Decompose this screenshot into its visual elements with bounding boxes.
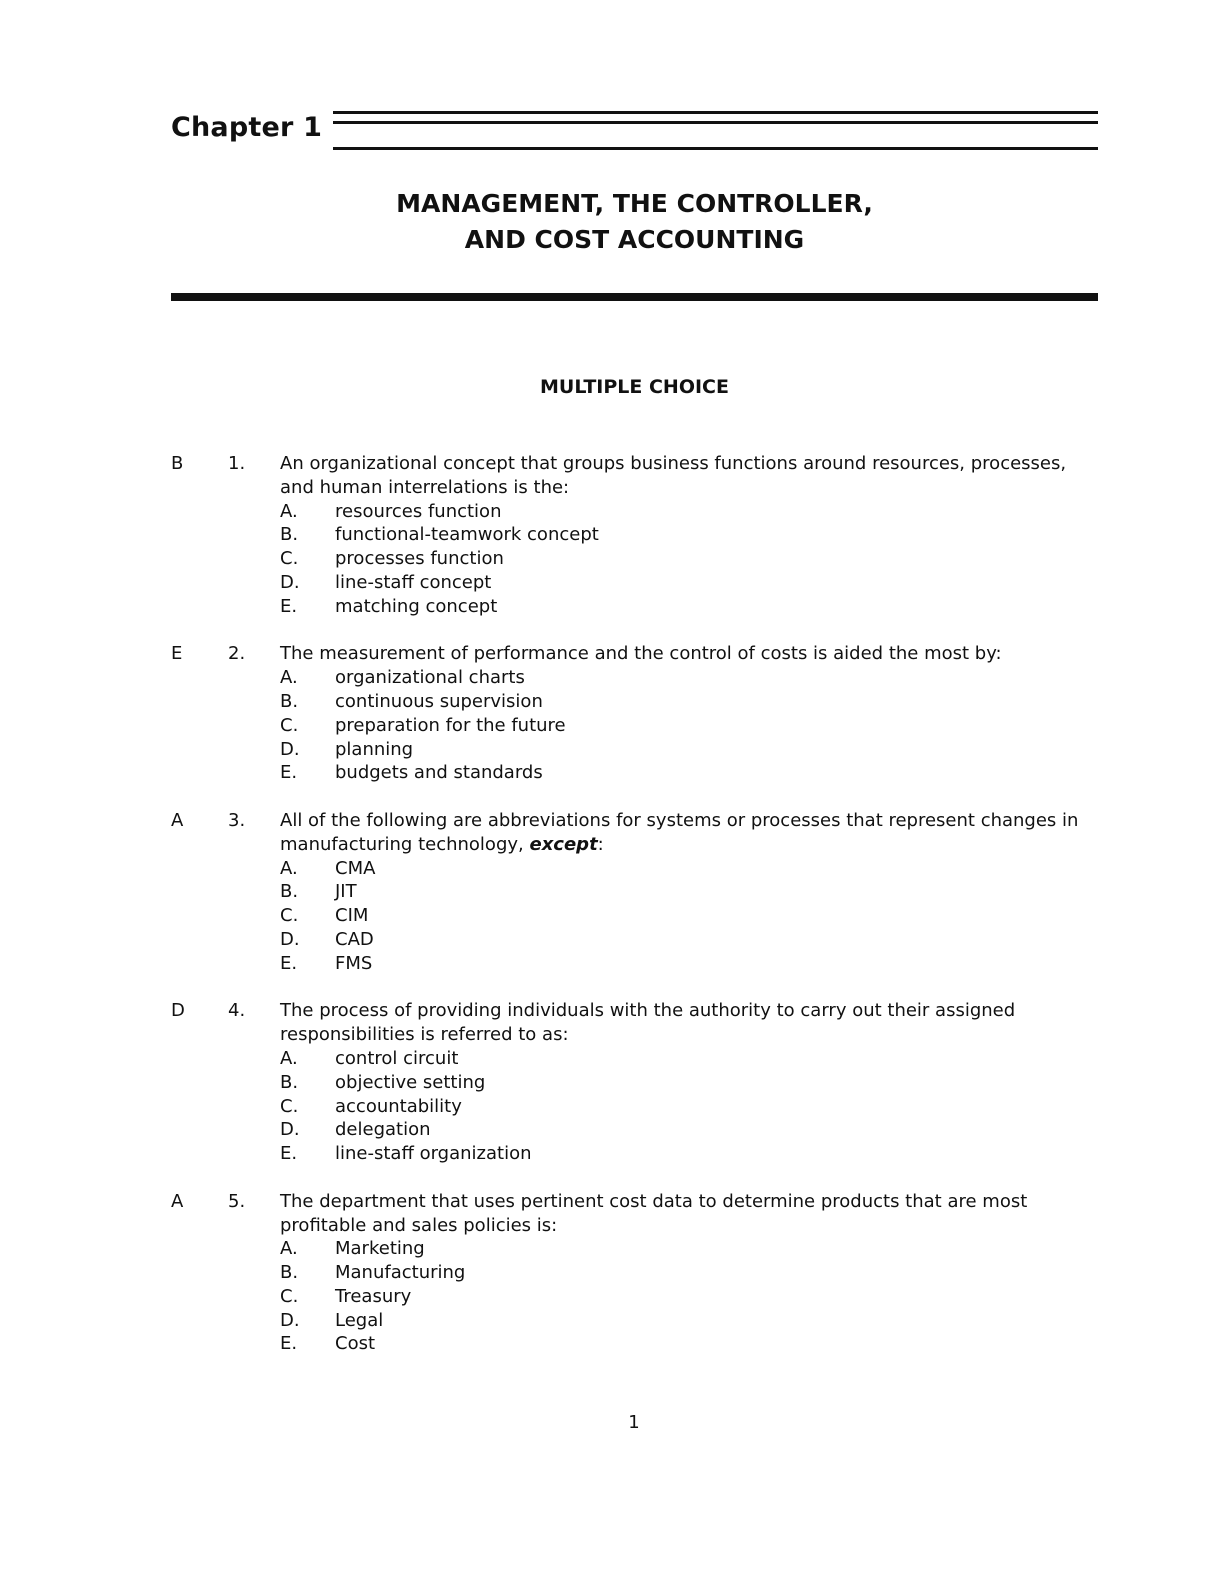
answer-option (280, 1142, 1101, 1166)
answer-option (280, 595, 1101, 619)
option-letter: C. (280, 905, 299, 927)
option-letter: B. (280, 524, 299, 546)
option-letter: D. (280, 928, 300, 950)
option-text: Manufacturing (335, 1262, 466, 1284)
option-letter: A. (280, 857, 298, 879)
answer-key: E (171, 643, 183, 665)
option-letter: E. (280, 952, 298, 974)
option-letter: B. (280, 690, 299, 712)
answer-option (280, 880, 1101, 904)
option-text: Legal (335, 1309, 384, 1331)
option-text: matching concept (335, 595, 498, 617)
option-text: Treasury (335, 1285, 412, 1307)
answer-option (280, 714, 1101, 738)
option-letter: E. (280, 1143, 298, 1165)
answer-option (280, 738, 1101, 762)
option-text: CMA (335, 857, 376, 879)
question-number: 5. (228, 1190, 246, 1212)
chapter-title-line-1: MANAGEMENT, THE CONTROLLER, (396, 189, 873, 218)
question-2 (171, 642, 1101, 785)
answer-option (280, 523, 1101, 547)
question-text-emphasis: except (529, 833, 598, 855)
option-text: delegation (335, 1119, 431, 1141)
question-3 (171, 809, 1101, 976)
option-letter: D. (280, 738, 300, 760)
option-letter: E. (280, 1333, 298, 1355)
answer-option (280, 666, 1101, 690)
question-text: An organizational concept that groups business functions around resources, processes, and human interrelations is the: (280, 453, 1067, 498)
question-number: 4. (228, 1000, 246, 1022)
option-text: budgets and standards (335, 762, 543, 784)
header-rule-bottom (333, 147, 1098, 150)
section-heading: MULTIPLE CHOICE (540, 376, 729, 398)
answer-key: D (171, 1000, 185, 1022)
header-rule-top (333, 111, 1098, 114)
question-number: 2. (228, 643, 246, 665)
option-text: organizational charts (335, 667, 525, 689)
question-text: The measurement of performance and the control of costs is aided the most by: (280, 643, 1002, 665)
question-number: 3. (228, 809, 246, 831)
option-letter: D. (280, 1119, 300, 1141)
option-letter: A. (280, 667, 298, 689)
title-divider (171, 293, 1098, 301)
question-text-suffix: : (597, 833, 604, 855)
option-text: resources function (335, 500, 502, 522)
answer-option (280, 547, 1101, 571)
answer-option (280, 1237, 1101, 1261)
option-text: Cost (335, 1333, 376, 1355)
answer-key: B (171, 453, 184, 474)
answer-option (280, 1047, 1101, 1071)
option-text: control circuit (335, 1047, 459, 1069)
answer-option (280, 1071, 1101, 1095)
question-4 (171, 999, 1101, 1166)
question-text: The process of providing individuals with the authority to carry out their assigned responsibilities is referred to as: (280, 1000, 1016, 1046)
option-text: functional-teamwork concept (335, 524, 599, 546)
question-text: The department that uses pertinent cost data to determine products that are most profitable and sales policies is: (280, 1190, 1028, 1236)
question-list (171, 452, 1101, 1380)
answer-option (280, 952, 1101, 976)
option-letter: C. (280, 1095, 299, 1117)
header-rule-middle (333, 121, 1098, 124)
option-letter: C. (280, 714, 299, 736)
option-letter: D. (280, 1309, 300, 1331)
option-text: accountability (335, 1095, 462, 1117)
answer-option (280, 1332, 1101, 1356)
answer-option (280, 1285, 1101, 1309)
question-number: 1. (228, 453, 246, 474)
option-letter: A. (280, 1047, 298, 1069)
option-letter: E. (280, 762, 298, 784)
page-number: 1 (628, 1412, 640, 1433)
answer-option (280, 1118, 1101, 1142)
option-letter: B. (280, 1071, 299, 1093)
answer-option (280, 1309, 1101, 1333)
answer-option (280, 857, 1101, 881)
option-letter: B. (280, 881, 299, 903)
question-text-main: All of the following are abbreviations for systems or processes that represent changes in manufacturing technology, (280, 809, 1079, 855)
question-5 (171, 1190, 1101, 1357)
option-letter: C. (280, 548, 299, 570)
option-text: Marketing (335, 1238, 425, 1260)
option-letter: E. (280, 595, 298, 617)
option-letter: A. (280, 1238, 298, 1260)
option-letter: A. (280, 500, 298, 522)
answer-option (280, 500, 1101, 524)
option-text: continuous supervision (335, 690, 543, 712)
answer-option (280, 571, 1101, 595)
answer-key: A (171, 809, 184, 831)
option-text: CIM (335, 905, 369, 927)
option-text: JIT (335, 881, 357, 903)
answer-option (280, 690, 1101, 714)
option-text: line-staff concept (335, 571, 492, 593)
question-text (280, 809, 1101, 857)
chapter-label: Chapter 1 (171, 112, 323, 143)
answer-option (280, 904, 1101, 928)
answer-option (280, 761, 1101, 785)
chapter-title-line-2: AND COST ACCOUNTING (464, 225, 805, 254)
option-text: preparation for the future (335, 714, 566, 736)
option-text: CAD (335, 928, 374, 950)
option-letter: B. (280, 1262, 299, 1284)
option-text: FMS (335, 952, 373, 974)
chapter-title (171, 186, 1098, 258)
option-text: line-staff organization (335, 1143, 532, 1165)
answer-option (280, 1095, 1101, 1119)
answer-key: A (171, 1190, 184, 1212)
option-text: planning (335, 738, 414, 760)
answer-option (280, 928, 1101, 952)
answer-option (280, 1261, 1101, 1285)
option-letter: C. (280, 1285, 299, 1307)
option-text: processes function (335, 548, 504, 570)
option-text: objective setting (335, 1071, 486, 1093)
option-letter: D. (280, 571, 300, 593)
question-1 (171, 452, 1101, 619)
